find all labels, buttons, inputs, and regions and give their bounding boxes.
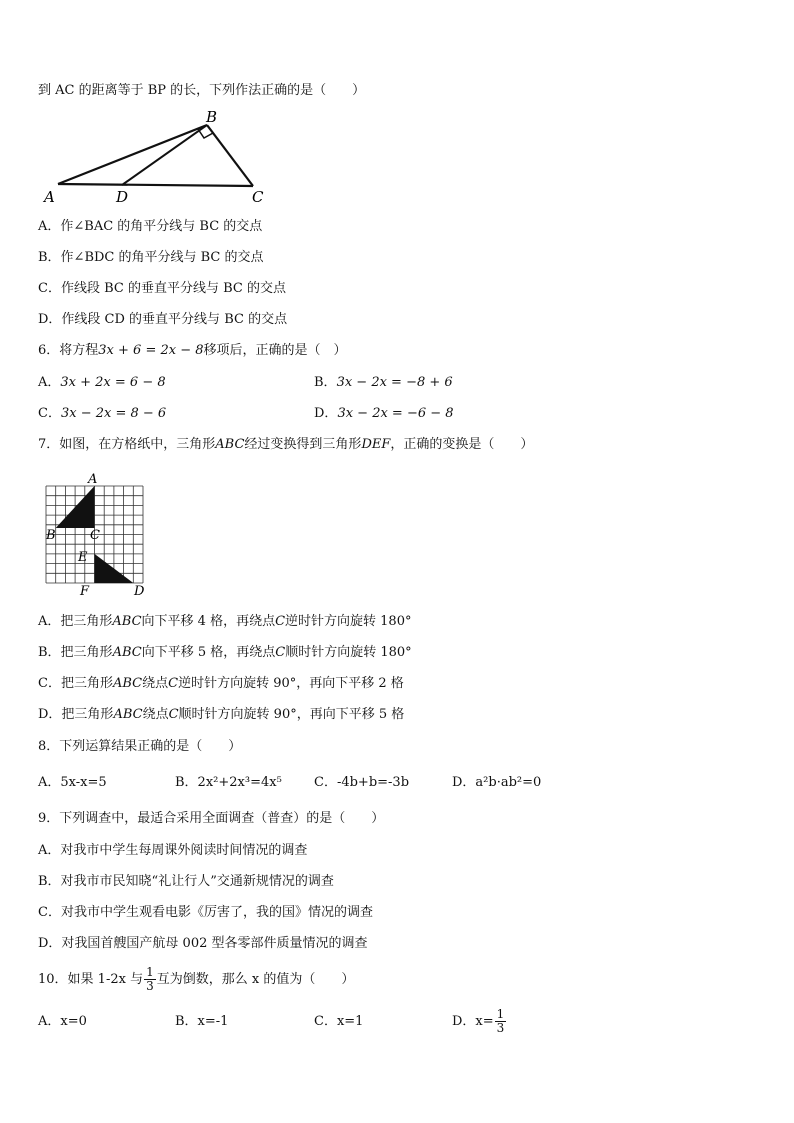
- q6-option-d: D．3x − 2x = −6 − 8: [314, 406, 454, 421]
- label-C: C: [252, 188, 264, 206]
- label-B: B: [206, 108, 218, 126]
- q9-option-c: C．对我市中学生观看电影《厉害了，我的国》情况的调查: [38, 905, 373, 920]
- q8-option-c: C．-4b+b=-3b: [314, 775, 410, 790]
- q7-stem: 7．如图，在方格纸中，三角形ABC经过变换得到三角形DEF，正确的变换是（ ）: [38, 437, 534, 452]
- svg-text:E: E: [78, 550, 88, 565]
- q8-option-a: A．5x-x=5: [38, 775, 107, 790]
- q8-option-d: D．a²b·ab²=0: [452, 775, 542, 790]
- q7-option-c: C．把三角形ABC绕点C逆时针方向旋转 90°，再向下平移 2 格: [38, 676, 404, 691]
- q10-option-d: D．x= $\frac{1}{3}$: [452, 1007, 505, 1035]
- svg-text:F: F: [80, 584, 90, 598]
- q10-option-c: C．x=1: [314, 1014, 364, 1029]
- q10-option-d-fraction: $\frac{1}{3}$: [496, 1007, 505, 1035]
- q5-triangle-figure: [40, 108, 280, 208]
- label-A: A: [44, 188, 55, 206]
- q5-option-d: D．作线段 CD 的垂直平分线与 BC 的交点: [38, 312, 288, 327]
- q6-option-b: B．3x − 2x = −8 + 6: [314, 375, 453, 390]
- label-D: D: [116, 188, 129, 206]
- q6-option-a: A．3x + 2x = 6 − 8: [38, 375, 166, 390]
- q9-option-a: A．对我市中学生每周课外阅读时间情况的调查: [38, 843, 308, 858]
- q9-option-d: D．对我国首艘国产航母 002 型各零部件质量情况的调查: [38, 936, 368, 951]
- q6-stem: [38, 342, 347, 360]
- svg-text:D: D: [134, 584, 145, 598]
- q10-stem: 10．如果 1-2x 与 $\frac{1}{3}$ 互为倒数，那么 x 的值为（ ）: [38, 965, 355, 993]
- svg-text:B: B: [46, 528, 56, 543]
- q10-option-a: A．x=0: [38, 1014, 87, 1029]
- q5-option-c: C．作线段 BC 的垂直平分线与 BC 的交点: [38, 281, 286, 296]
- q8-option-b: B．2x²+2x³=4x⁵: [175, 775, 282, 790]
- q6-stem-post: 移项后，正确的是（ ）: [203, 343, 347, 358]
- q7-grid-figure: [38, 470, 153, 598]
- q5-stem-tail: 到 AC 的距离等于 BP 的长，下列作法正确的是（ ）: [38, 83, 366, 98]
- q7-option-a: A．把三角形ABC向下平移 4 格，再绕点C逆时针方向旋转 180°: [38, 614, 412, 629]
- svg-text:A: A: [88, 472, 98, 487]
- svg-text:C: C: [90, 528, 100, 543]
- q6-option-c: C．3x − 2x = 8 − 6: [38, 406, 167, 421]
- q5-option-a: A．作∠BAC 的角平分线与 BC 的交点: [38, 219, 263, 234]
- q10-fraction: $\frac{1}{3}$: [146, 965, 154, 993]
- q10-option-b: B．x=-1: [175, 1014, 229, 1029]
- q7-option-b: B．把三角形ABC向下平移 5 格，再绕点C顺时针方向旋转 180°: [38, 645, 412, 660]
- q8-stem: 8．下列运算结果正确的是（ ）: [38, 739, 242, 754]
- q9-option-b: B．对我市市民知晓“礼让行人”交通新规情况的调查: [38, 874, 334, 889]
- q5-option-b: B．作∠BDC 的角平分线与 BC 的交点: [38, 250, 264, 265]
- q9-stem: 9．下列调查中，最适合采用全面调查（普查）的是（ ）: [38, 811, 385, 826]
- q7-option-d: D．把三角形ABC绕点C顺时针方向旋转 90°，再向下平移 5 格: [38, 707, 405, 722]
- q6-stem-pre: 6．将方程: [38, 343, 99, 358]
- q6-equation: 3x + 6 = 2x − 8: [98, 343, 204, 358]
